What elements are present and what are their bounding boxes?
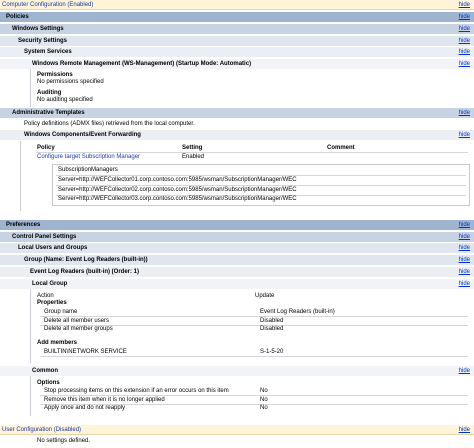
- administrative-templates-title: Administrative Templates: [12, 110, 85, 116]
- property-value: Disabled: [260, 318, 284, 324]
- auditing-label: Auditing: [37, 90, 62, 96]
- policy-column-header: Policy: [37, 145, 55, 151]
- hide-link[interactable]: hide: [458, 110, 470, 116]
- user-configuration-header: [0, 425, 474, 435]
- option-value: No: [260, 405, 268, 411]
- computer-configuration-title: Computer Configuration (Enabled): [2, 2, 94, 8]
- hide-link[interactable]: hide: [458, 49, 470, 55]
- control-panel-settings-title: Control Panel Settings: [12, 234, 77, 240]
- property-name: Delete all member users: [44, 318, 110, 324]
- hide-link[interactable]: hide: [458, 2, 470, 8]
- security-settings-header: [0, 36, 474, 46]
- permissions-label: Permissions: [37, 72, 73, 78]
- subscription-managers-box: [52, 164, 470, 206]
- permissions-value: No permissions specified: [37, 79, 104, 85]
- group-name-title: Group (Name: Event Log Readers (built-in)): [24, 257, 148, 263]
- policies-header: [0, 12, 474, 22]
- hide-link[interactable]: hide: [458, 257, 470, 263]
- event-forwarding-title: Windows Components/Event Forwarding: [24, 132, 141, 138]
- common-title: Common: [32, 368, 58, 374]
- hide-link[interactable]: hide: [458, 38, 470, 44]
- hide-link[interactable]: hide: [458, 269, 470, 275]
- subscription-server: Server=http://WEFCollector03.corp.contoso.com:5985/wsman/SubscriptionManager/WEC: [58, 196, 297, 202]
- policy-setting-value: Enabled: [182, 154, 205, 160]
- hide-link[interactable]: hide: [458, 368, 470, 374]
- tree-line: [30, 69, 31, 107]
- user-config-note: No settings defined.: [37, 438, 91, 444]
- system-services-title: System Services: [24, 49, 72, 55]
- option-value: No: [260, 388, 268, 394]
- administrative-templates-header: [0, 108, 474, 118]
- divider: [56, 185, 466, 186]
- event-forwarding-header: [0, 130, 474, 140]
- policies-title: Policies: [6, 14, 29, 20]
- hide-link[interactable]: hide: [458, 26, 470, 32]
- group-order-title: Event Log Readers (built-in) (Order: 1): [30, 269, 140, 275]
- auditing-value: No auditing specified: [37, 97, 93, 103]
- hide-link[interactable]: hide: [458, 234, 470, 240]
- property-value: Event Log Readers (built-in): [260, 309, 335, 315]
- option-name: Apply once and do not reapply: [44, 405, 126, 411]
- option-value: No: [260, 397, 268, 403]
- property-name: Group name: [44, 309, 78, 315]
- divider: [56, 175, 466, 176]
- table-header-divider: [36, 152, 468, 153]
- tree-line: [20, 141, 21, 211]
- winrm-title: Windows Remote Management (WS-Management) (Startup Mode: Automatic): [32, 61, 252, 67]
- winrm-header: [0, 59, 474, 69]
- hide-link[interactable]: hide: [458, 281, 470, 287]
- tree-line: [30, 376, 31, 416]
- hide-link[interactable]: hide: [458, 14, 470, 20]
- comment-column-header: Comment: [327, 145, 355, 151]
- hide-link[interactable]: hide: [458, 222, 470, 228]
- add-members-label: Add members: [37, 340, 78, 346]
- group-name-header: [0, 255, 474, 265]
- subscription-server: Server=http://WEFCollector02.corp.contoso.com:5985/wsman/SubscriptionManager/WEC: [58, 187, 297, 193]
- option-name: Remove this item when it is no longer applied: [44, 397, 165, 403]
- action-label: Action: [37, 293, 54, 299]
- user-configuration-title: User Configuration (Disabled): [2, 427, 82, 433]
- computer-configuration-header: [0, 0, 474, 10]
- windows-settings-title: Windows Settings: [12, 26, 64, 32]
- preferences-title: Preferences: [6, 222, 41, 228]
- subscription-server: Server=http://WEFCollector01.corp.contoso.com:5985/wsman/SubscriptionManager/WEC: [58, 177, 297, 183]
- subscription-managers-title: SubscriptionManagers: [58, 167, 118, 173]
- divider: [40, 395, 468, 396]
- group-order-header: [0, 267, 474, 277]
- system-services-header: [0, 47, 474, 57]
- options-label: Options: [37, 380, 60, 386]
- divider: [40, 316, 468, 317]
- properties-label: Properties: [37, 300, 67, 306]
- control-panel-settings-header: [0, 232, 474, 242]
- security-settings-title: Security Settings: [18, 38, 68, 44]
- action-value: Update: [255, 293, 275, 299]
- local-group-title: Local Group: [32, 281, 68, 287]
- member-sid: S-1-5-20: [260, 349, 284, 355]
- hide-link[interactable]: hide: [458, 427, 470, 433]
- member-name: BUILTIN\NETWORK SERVICE: [44, 349, 127, 355]
- local-group-header: [0, 279, 474, 289]
- tree-line: [30, 289, 31, 363]
- divider: [40, 356, 468, 357]
- policy-link[interactable]: Configure target Subscription Manager: [37, 154, 141, 160]
- option-name: Stop processing items on this extension if an error occurs on this item: [44, 388, 229, 394]
- common-header: [0, 366, 474, 376]
- hide-link[interactable]: hide: [458, 245, 470, 251]
- property-name: Delete all member groups: [44, 326, 113, 332]
- admin-templates-note: Policy definitions (ADMX files) retrieved from the local computer.: [24, 121, 195, 127]
- property-value: Disabled: [260, 326, 284, 332]
- local-users-groups-title: Local Users and Groups: [18, 245, 88, 251]
- windows-settings-header: [0, 24, 474, 34]
- setting-column-header: Setting: [182, 145, 203, 151]
- hide-link[interactable]: hide: [458, 61, 470, 67]
- preferences-header: [0, 220, 474, 230]
- hide-link[interactable]: hide: [458, 132, 470, 138]
- local-users-groups-header: [0, 243, 474, 253]
